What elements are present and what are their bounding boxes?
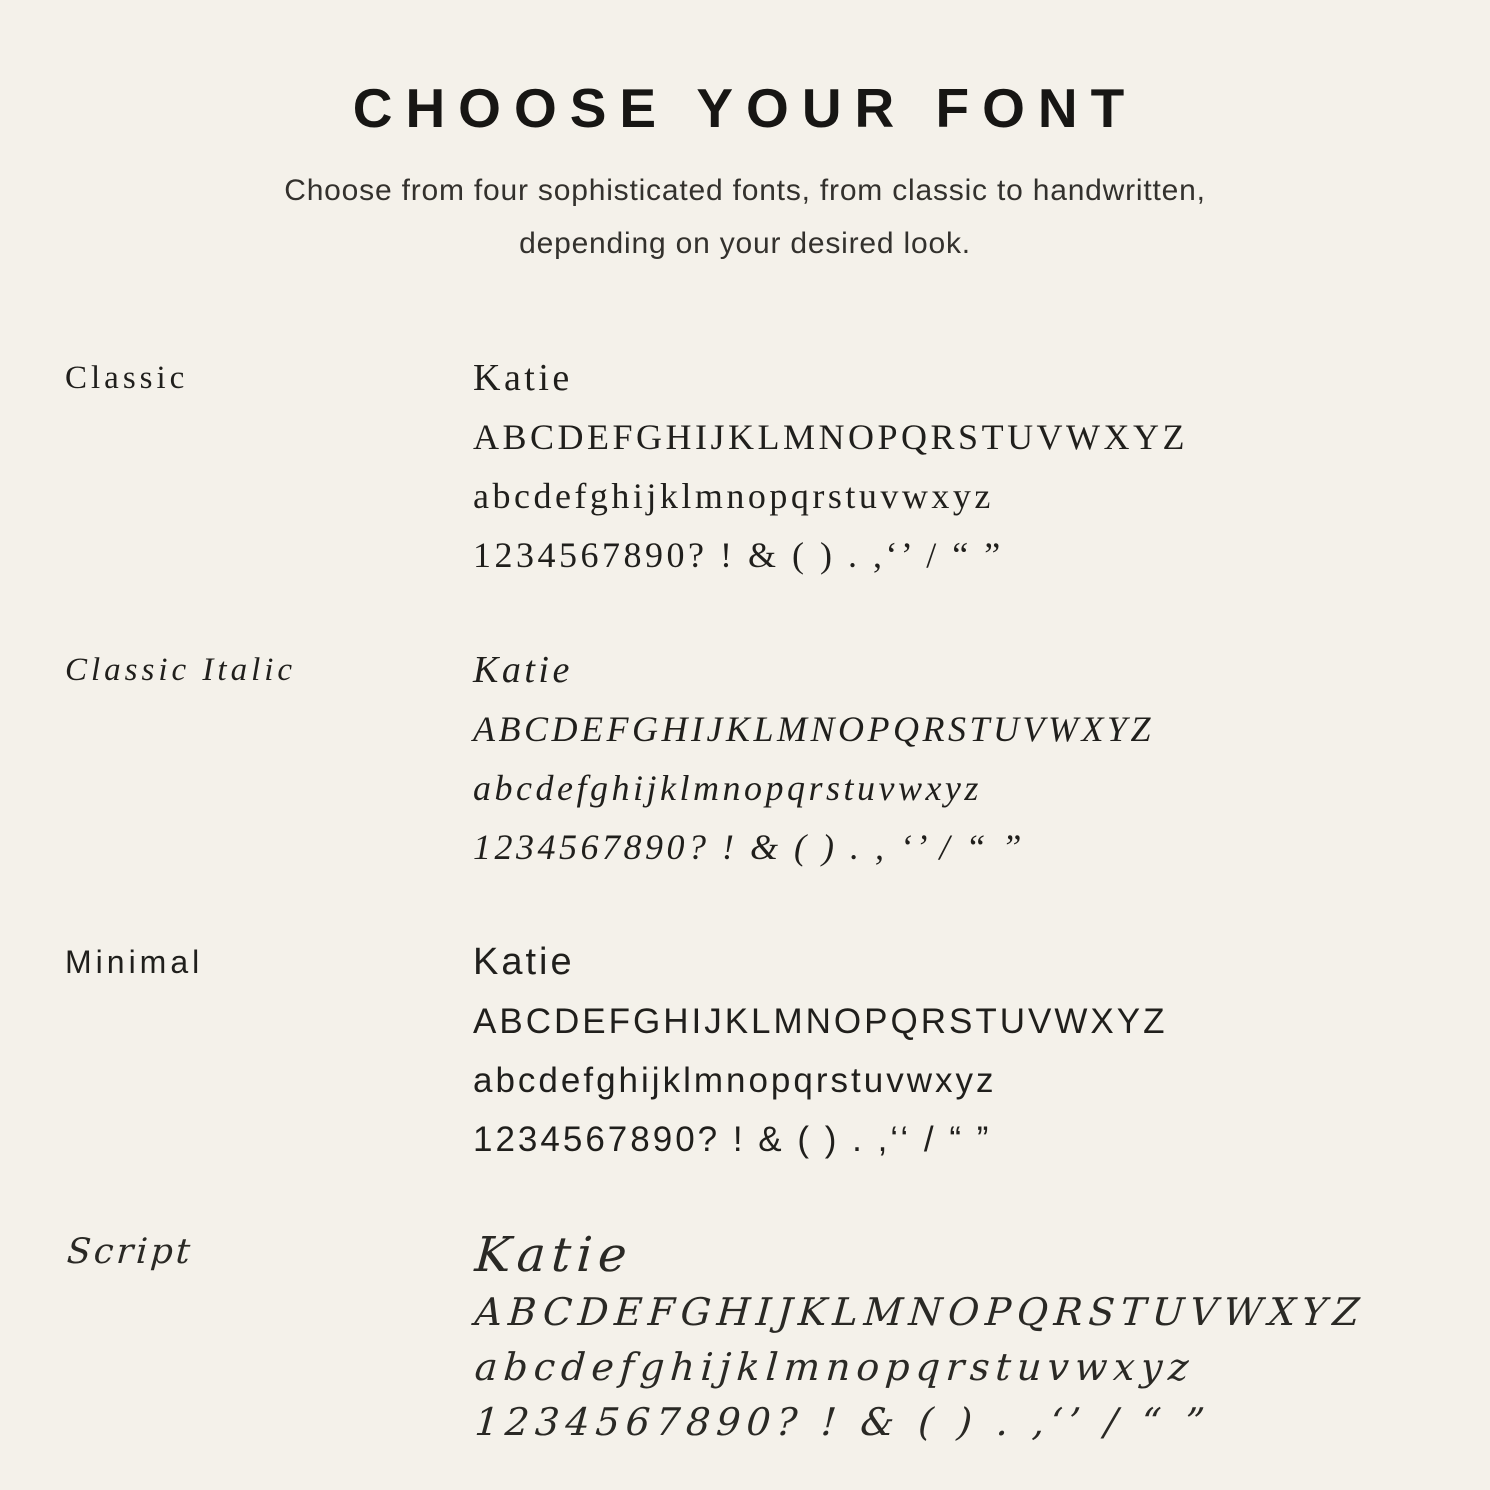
font-option-minimal-sample (473, 933, 1490, 1169)
sample-name: Katie (473, 648, 573, 691)
font-option-minimal-label: Minimal (65, 943, 204, 980)
font-option-classic-sample (473, 349, 1490, 585)
font-option-classic-italic-label: Classic Italic (65, 651, 297, 688)
font-option-minimal (65, 933, 1490, 1169)
sample-uppercase-alphabet: ABCDEFGHIJKLMNOPQRSTUVWXYZ (473, 1289, 1367, 1334)
font-options-list (0, 349, 1490, 1450)
sample-name: Katie (473, 356, 573, 399)
font-option-script-label: Script (65, 1231, 195, 1272)
sample-lowercase-alphabet: abcdefghijklmnopqrstuvwxyz (473, 1060, 997, 1100)
font-option-script-sample (473, 1225, 1490, 1450)
sample-numerals-punctuation: 1234567890? ! & ( ) . , ‘’ / “ ” (473, 826, 1025, 867)
header (0, 0, 1490, 271)
sample-uppercase-alphabet: ABCDEFGHIJKLMNOPQRSTUVWXYZ (473, 1001, 1168, 1041)
subtitle-line-1: Choose from four sophisticated fonts, from classic to handwritten, (284, 174, 1206, 207)
sample-lowercase-alphabet: abcdefghijklmnopqrstuvwxyz (473, 475, 994, 516)
sample-lowercase-alphabet: abcdefghijklmnopqrstuvwxyz (473, 767, 982, 808)
sample-numerals-punctuation: 1234567890? ! & ( ) . ,‘‘ / “ ” (473, 1119, 992, 1159)
font-option-classic-italic (65, 641, 1490, 877)
font-option-classic-label: Classic (65, 359, 189, 396)
sample-uppercase-alphabet: ABCDEFGHIJKLMNOPQRSTUVWXYZ (473, 708, 1154, 749)
sample-uppercase-alphabet: ABCDEFGHIJKLMNOPQRSTUVWXYZ (473, 416, 1189, 457)
sample-numerals-punctuation: 1234567890? ! & ( ) . ,‘’ / “ ” (473, 1399, 1213, 1444)
font-option-classic-italic-sample (473, 641, 1490, 877)
sample-numerals-punctuation: 1234567890? ! & ( ) . ,‘’ / “ ” (473, 534, 1004, 575)
sample-name: Katie (473, 1226, 635, 1283)
font-option-classic (65, 349, 1490, 585)
sample-lowercase-alphabet: abcdefghijklmnopqrstuvwxyz (473, 1344, 1196, 1389)
page-title: CHOOSE YOUR FONT (352, 77, 1138, 139)
subtitle-line-2: depending on your desired look. (519, 227, 971, 261)
sample-name: Katie (473, 940, 575, 983)
font-option-script (65, 1225, 1490, 1450)
page-subtitle (0, 164, 1490, 271)
